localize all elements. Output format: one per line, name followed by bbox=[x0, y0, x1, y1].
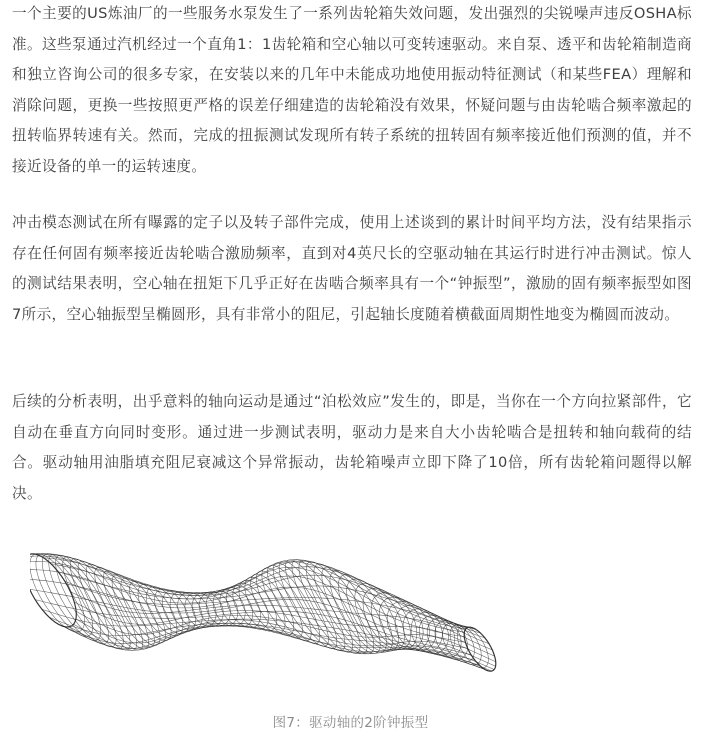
paragraph-2: 冲击模态测试在所有曝露的定子以及转子部件完成，使用上述谈到的累计时间平均方法，没有结果指示存在任何固有频率接近齿轮啮合激励频率，直到对4英尺长的空驱动轴在其运行时进行冲击测试。惊人的测试结果表明，空心轴在扭矩下几乎正好在齿啮合频率具有一个“钟振型”，激励的固有频率振型如图7所示，空心轴振型呈椭圆形，具有非常小的阻尼，引起轴长度随着横截面周期性地变为椭圆而波动。 bbox=[12, 214, 692, 323]
mesh-line bbox=[314, 564, 374, 654]
mesh-line bbox=[64, 626, 489, 671]
paragraph-3: 后续的分析表明，出乎意料的轴向运动是通过“泊松效应”发生的，即是，当你在一个方向拉紧部件，它自动在垂直方向同时变形。通过进一步测试表明，驱动力是来自大小齿轮啮合是扭转和轴向载荷的结合。驱动轴用油脂填充阻尼衰减这个异常振动，齿轮箱噪声立即下降了10倍，所有齿轮箱问题得以解决。 bbox=[12, 393, 692, 502]
mesh-line bbox=[227, 586, 261, 628]
mesh-line bbox=[379, 597, 423, 649]
hollow-shaft-wireframe-image bbox=[30, 530, 500, 710]
figure-caption: 图7：驱动轴的2阶钟振型 bbox=[272, 715, 429, 731]
paragraph-1: 一个主要的US炼油厂的一些服务水泵发生了一系列齿轮箱失效问题，发出强烈的尖锐噪声违反OSHA标准。这些泵通过汽机经过一个直角1：1齿轮箱和空心轴以可变转速驱动。来自泵、透平和齿轮箱制造商和独立咨询公司的很多专家，在安装以来的几年中未能成功地使用振动特征测试（和某些FEA）理解和消除问题，更换一些按照更严格的误差仔细建造的齿轮箱没有效果，怀疑问题与由齿轮啮合频率激起的扭转临界转速有关。然而，完成的扭振测试发现所有转子系统的扭转固有频率接近他们预测的值，并不接近设备的单一的运转速度。 bbox=[12, 5, 692, 175]
shaft-mode-shape-figure bbox=[30, 530, 500, 710]
